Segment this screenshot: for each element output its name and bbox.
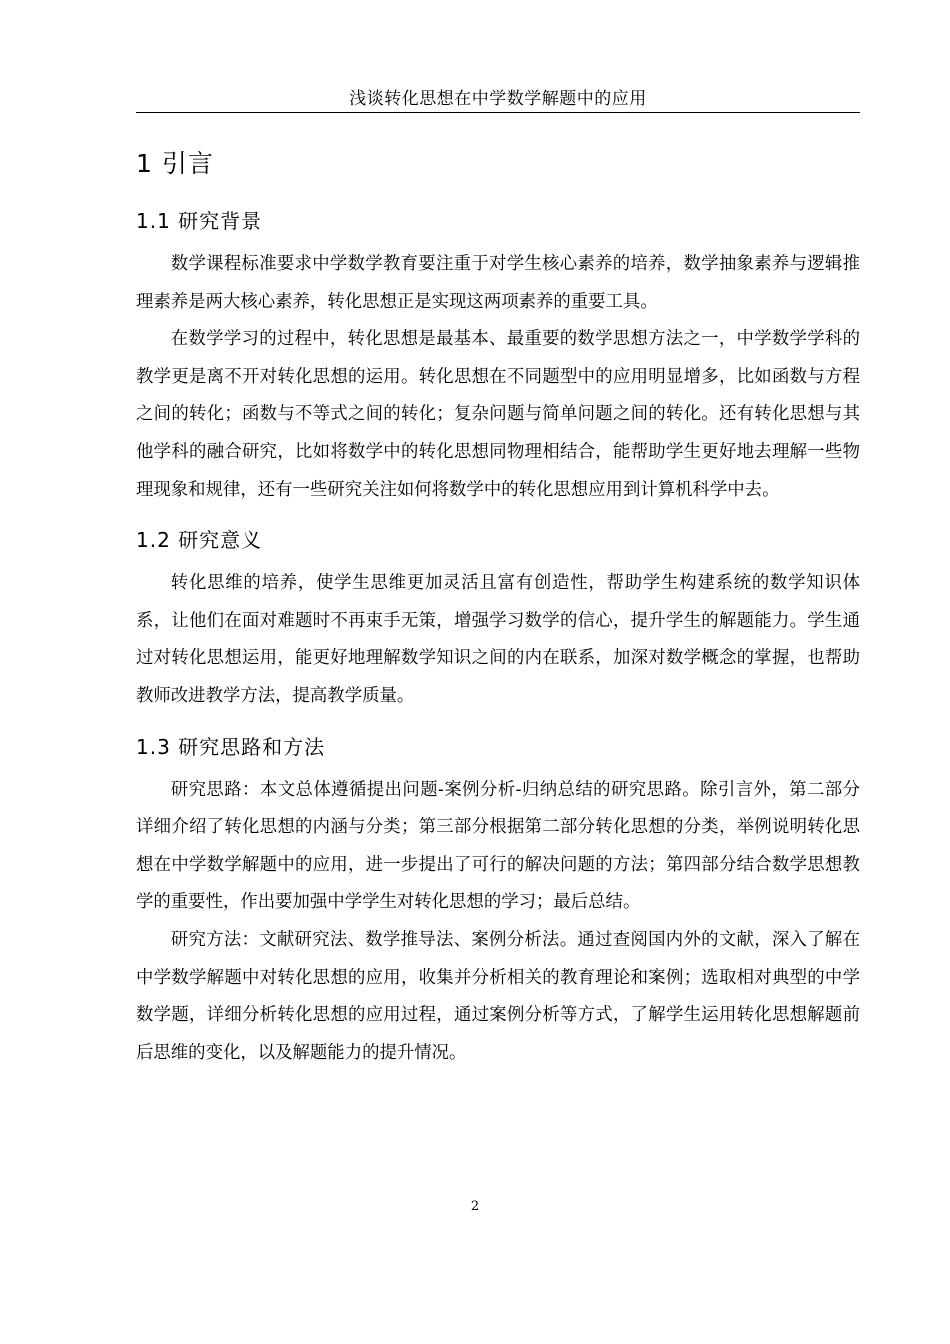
paragraph: 在数学学习的过程中，转化思想是最基本、最重要的数学思想方法之一，中学数学学科的教学更是离不开对转化思想的运用。转化思想在不同题型中的应用明显增多，比如函数与方程之间的转化；函数与不等式之间的转化；复杂问题与简单问题之间的转化。还有转化思想与其他学科的融合研究，比如将数学中的转化思想同物理相结合，能帮助学生更好地去理解一些物理现象和规律，还有一些研究关注如何将数学中的转化思想应用到计算机科学中去。	[136, 329, 860, 500]
subsection-research-significance	[136, 523, 860, 715]
paragraph: 研究方法：文献研究法、数学推导法、案例分析法。通过查阅国内外的文献，深入了解在中学数学解题中对转化思想的应用，收集并分析相关的教育理论和案例；选取相对典型的中学数学题，详细分析转化思想的应用过程，通过案例分析等方式，了解学生运用转化思想解题前后思维的变化，以及解题能力的提升情况。	[136, 929, 860, 1063]
subsection-research-approach	[136, 730, 860, 1073]
header-rule	[136, 112, 860, 113]
page-number: 2	[470, 1199, 480, 1214]
paragraph: 转化思维的培养，使学生思维更加灵活且富有创造性，帮助学生构建系统的数学知识体系，让他们在面对难题时不再束手无策，增强学习数学的信心，提升学生的解题能力。学生通过对转化思想运用，能更好地理解数学知识之间的内在联系，加深对数学概念的掌握，也帮助教师改进教学方法，提高教学质量。	[136, 573, 860, 706]
subsection-heading: 1.3 研究思路和方法	[136, 734, 326, 759]
page-body	[136, 138, 860, 1072]
chapter-heading: 1 引言	[136, 149, 214, 178]
paragraph: 数学课程标准要求中学数学教育要注重于对学生核心素养的培养，数学抽象素养与逻辑推理素养是两大核心素养，转化思想正是实现这两项素养的重要工具。	[136, 254, 860, 312]
subsection-heading: 1.1 研究背景	[136, 209, 263, 233]
paragraph: 研究思路：本文总体遵循提出问题-案例分析-归纳总结的研究思路。除引言外，第二部分详细介绍了转化思想的内涵与分类；第三部分根据第二部分转化思想的分类，举例说明转化思想在中学数学解题中的应用，进一步提出了可行的解决问题的方法；第四部分结合数学思想教学的重要性，作出要加强中学学生对转化思想的学习；最后总结。	[136, 779, 860, 913]
subsection-heading: 1.2 研究意义	[136, 528, 263, 553]
running-header: 浅谈转化思想在中学数学解题中的应用	[349, 89, 647, 109]
subsection-research-background	[136, 204, 860, 509]
